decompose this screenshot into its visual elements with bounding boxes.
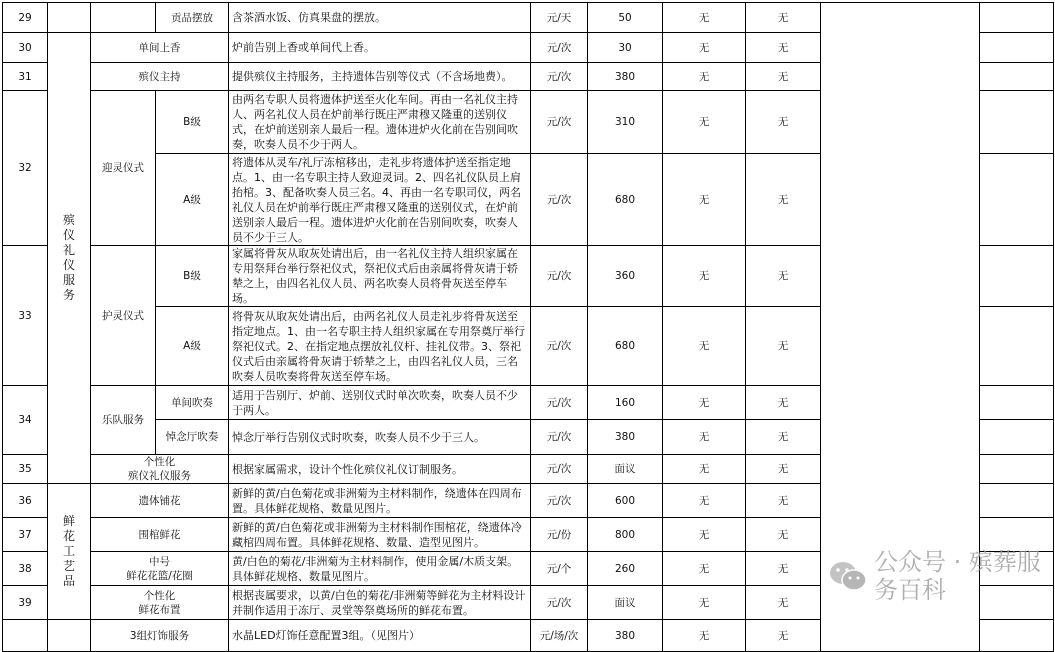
option-cell: 无 [663,386,746,420]
row-number-cell: 34 [3,386,48,455]
price-cell: 160 [588,386,663,420]
row-number-cell: 30 [3,33,48,63]
unit-cell: 元/场/次 [531,620,588,652]
price-cell: 380 [588,63,663,91]
item-cell: 遗体铺花 [91,484,229,518]
option-cell: 无 [663,552,746,586]
option-cell: 无 [663,63,746,91]
description-cell: 适用于告别厅、炉前、送别仪式时单次吹奏，吹奏人员不少于两人。 [229,386,531,420]
row-number-cell: 39 [3,586,48,620]
price-cell: 面议 [588,455,663,484]
price-cell: 800 [588,518,663,552]
category-cell [48,33,91,484]
unit-cell: 元/次 [531,455,588,484]
category-cell [48,484,91,620]
unit-cell: 元/次 [531,33,588,63]
price-cell: 360 [588,246,663,307]
item-cell: 个性化 殡仪礼仪服务 [91,455,229,484]
subitem-cell: A级 [156,154,229,246]
price-cell: 面议 [588,586,663,620]
option-cell: 无 [746,63,821,91]
unit-cell: 元/份 [531,518,588,552]
row-number-cell: 32 [3,91,48,246]
description-cell: 悼念厅举行告别仪式时吹奏，吹奏人员不少于三人。 [229,420,531,455]
option-cell: 无 [663,307,746,386]
price-cell: 380 [588,620,663,652]
item-cell: 护灵仪式 [91,246,156,386]
category-cell [48,620,91,652]
row-number-cell: 37 [3,518,48,552]
item-cell: 殡仪主持 [91,63,229,91]
price-table [2,2,1054,652]
option-cell: 无 [663,91,746,154]
unit-cell: 元/次 [531,386,588,420]
unit-cell: 元/次 [531,484,588,518]
remarks-cell [980,307,1054,386]
row-number-cell: 33 [3,246,48,386]
category-cell [48,3,91,33]
option-cell: 无 [746,386,821,420]
subitem-cell: 单间吹奏 [156,386,229,420]
category-label: 鲜花工艺品 [63,514,76,588]
option-cell: 无 [663,620,746,652]
remarks-cell [980,620,1054,652]
option-cell: 无 [663,246,746,307]
subitem-cell: 悼念厅吹奏 [156,420,229,455]
option-cell: 无 [746,33,821,63]
price-cell: 680 [588,154,663,246]
option-cell: 无 [663,33,746,63]
price-cell: 30 [588,33,663,63]
option-cell: 无 [746,307,821,386]
description-cell: 将骨灰从取灰处请出后，由两名礼仪人员走礼步将骨灰送至指定地点。1、由一名专职主持人组织家属在专用祭奠厅举行祭祀仪式。2、在指定地点摆放礼仪杆、挂礼仪带。3、祭祀仪式后由亲属将骨灰请于轿辇之上，由四名礼仪人员，三名吹奏人员吹奏将骨灰送至停车场。 [229,307,531,386]
unit-cell: 元/次 [531,307,588,386]
price-cell: 310 [588,91,663,154]
option-cell: 无 [746,484,821,518]
remarks-cell [980,154,1054,246]
category-label: 殡仪礼仪服务 [63,213,76,302]
option-cell: 无 [663,3,746,33]
watermark-text: 公众号 · 殡葬服务百科 [874,548,1041,604]
remarks-cell [980,63,1054,91]
description-cell: 根据家属需求，设计个性化殡仪礼仪订制服务。 [229,455,531,484]
option-cell: 无 [746,620,821,652]
row-number-cell: 35 [3,455,48,484]
item-cell [91,3,156,33]
description-cell: 炉前告别上香或单间代上香。 [229,33,531,63]
option-cell: 无 [746,552,821,586]
description-cell: 根据丧属要求，以黄/白色的菊花/非洲菊等鲜花为主材料设计并制作适用于冻厅、灵堂等祭奠场所的鲜花布置。 [229,586,531,620]
unit-cell: 元/次 [531,246,588,307]
description-cell: 含茶酒水饭、仿真果盘的摆放。 [229,3,531,33]
remarks-cell [980,586,1054,620]
remarks-cell [980,420,1054,455]
unit-cell: 元/个 [531,552,588,586]
remarks-cell [980,455,1054,484]
row-number-cell: 36 [3,484,48,518]
option-cell: 无 [663,586,746,620]
option-cell: 无 [746,91,821,154]
row-number-cell: 38 [3,552,48,586]
remarks-cell [980,518,1054,552]
unit-cell: 元/次 [531,154,588,246]
subitem-cell: A级 [156,307,229,386]
price-cell: 380 [588,420,663,455]
description-cell: 黄/白色的菊花/非洲菊为主材料制作，使用金属/木质支架。 具体鲜花规格、数量见图片。 [229,552,531,586]
option-cell: 无 [746,518,821,552]
price-cell: 260 [588,552,663,586]
remarks-cell [980,246,1054,307]
table-row [3,3,1054,33]
remarks-cell [980,552,1054,586]
option-cell: 无 [746,420,821,455]
option-cell: 无 [663,154,746,246]
unit-cell: 元/次 [531,91,588,154]
remarks-cell [980,3,1054,33]
price-cell: 600 [588,484,663,518]
item-cell: 中号 鲜花花篮/花圈 [91,552,229,586]
subitem-cell: B级 [156,246,229,307]
option-cell: 无 [746,586,821,620]
option-cell: 无 [663,455,746,484]
item-cell: 迎灵仪式 [91,91,156,246]
subitem-cell: B级 [156,91,229,154]
option-cell: 无 [663,420,746,455]
price-cell: 680 [588,307,663,386]
row-number-cell: 31 [3,63,48,91]
unit-cell: 元/天 [531,3,588,33]
remarks-cell [980,91,1054,154]
item-cell: 围棺鲜花 [91,518,229,552]
description-cell: 新鲜的黄/白色菊花或非洲菊为主材料制作，绕遗体在四周布置。具体鲜花规格、数量见图片。 [229,484,531,518]
unit-cell: 元/次 [531,586,588,620]
item-cell: 单间上香 [91,33,229,63]
option-cell: 无 [663,518,746,552]
remarks-cell [980,386,1054,420]
row-number-cell [3,620,48,652]
unit-cell: 元/次 [531,63,588,91]
description-cell: 提供殡仪主持服务，主持遗体告别等仪式（不含场地费）。 [229,63,531,91]
item-cell: 乐队服务 [91,386,156,455]
remarks-cell [980,33,1054,63]
option-cell: 无 [663,484,746,518]
description-cell: 将遗体从灵车/礼厅冻棺移出，走礼步将遗体护送至指定地点。1、由一名专职主持人致迎灵词。2、四名礼仪队员上肩抬棺。3、配备吹奏人员三名。4、再由一名专职司仪，两名礼仪人员在炉前举行既庄严肃穆又隆重的送别仪式，在炉前送别亲人最后一程。遗体进炉火化前在告别间吹奏，吹奏人员不少于三人。 [229,154,531,246]
remarks-cell [980,484,1054,518]
description-cell: 水晶LED灯饰任意配置3组。（见图片） [229,620,531,652]
item-cell: 3组灯饰服务 [91,620,229,652]
description-cell: 家属将骨灰从取灰处请出后，由一名礼仪主持人组织家属在专用祭拜台举行祭祀仪式，祭祀仪式后由亲属将骨灰请于轿辇之上，由四名礼仪人员、两名吹奏人员将骨灰送至停车场。 [229,246,531,307]
unit-cell: 元/次 [531,420,588,455]
option-cell: 无 [746,3,821,33]
option-cell: 无 [746,154,821,246]
item-cell: 个性化 鲜花布置 [91,586,229,620]
price-cell: 50 [588,3,663,33]
option-cell: 无 [746,246,821,307]
description-cell: 由两名专职人员将遗体护送至火化车间。再由一名礼仪主持人、两名礼仪人员在炉前举行既庄严肃穆又隆重的送别仪式，在炉前送别亲人最后一程。遗体进炉火化前在告别间吹奏，吹奏人员不少于两人。 [229,91,531,154]
row-number-cell: 29 [3,3,48,33]
notes-cell [821,3,980,652]
option-cell: 无 [746,455,821,484]
subitem-cell: 贡品摆放 [156,3,229,33]
description-cell: 新鲜的黄/白色菊花或非洲菊为主材料制作围棺花，绕遗体冷藏棺四周布置。具体鲜花规格、数量、造型见图片。 [229,518,531,552]
